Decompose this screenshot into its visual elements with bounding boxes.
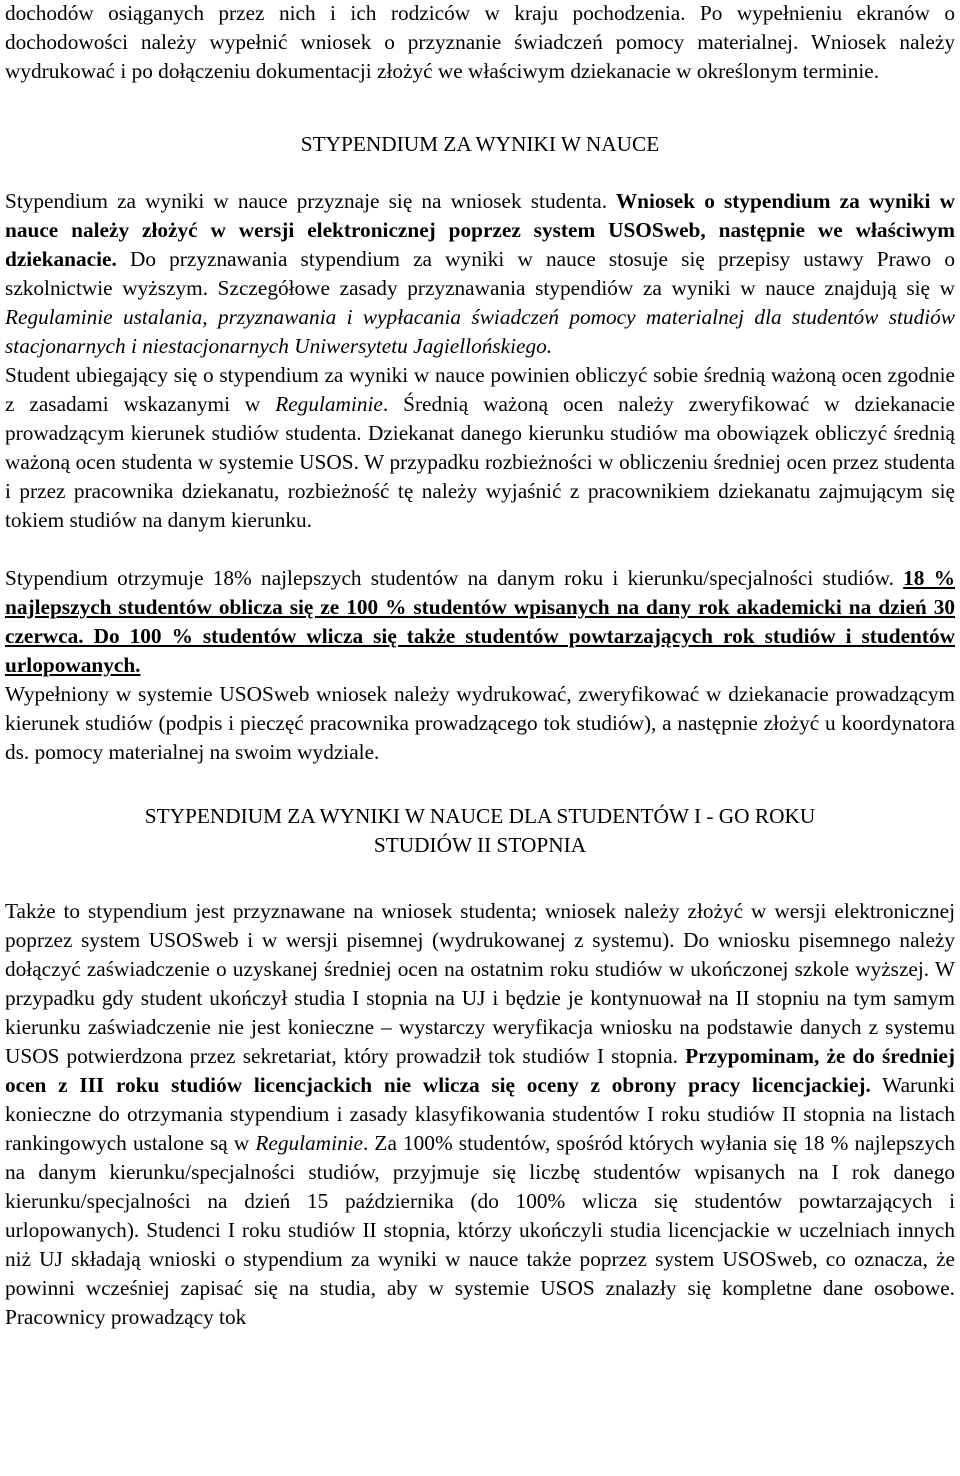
sentence-calculation-bold-underlined: 18 % najlepszych studentów oblicza się ze 100 % studentów wpisanych na dany rok akademicki na dzień 30 czerwca. Do 100 % studentów wlicza się także studentów powtarzających rok studiów i studentów urlopowanych. bbox=[5, 566, 955, 677]
document-page bbox=[5, 0, 955, 1332]
sentence-hundred-percent: . Za 100% studentów, spośród których wyłania się 18 % najlepszych na danym kierunku/specjalności studiów, przyjmuje się liczbę studentów wpisanych na I rok danego kierunku/specjalności na dzień 15 października (do 100% wlicza się studentów powtarzających i urlopowanych). Studenci I roku studiów II stopnia, którzy ukończyli studia licencjackie w uczelniach innych niż UJ składają wnioski o stypendium za wyniki w nauce także poprzez system USOSweb, co oznacza, że powinni wcześniej zapisać się na studia, aby w systemie USOS znalazły się kompletne dane osobowe. Pracownicy prowadzący tok bbox=[5, 1131, 955, 1329]
sentence-eighteen-percent: Stypendium otrzymuje 18% najlepszych studentów na danym roku i kierunku/specjalności studiów. bbox=[5, 566, 904, 590]
scholarship-paragraph-1 bbox=[5, 187, 955, 361]
heading-line-2: STUDIÓW II STOPNIA bbox=[373, 833, 587, 857]
sentence-also-application: Także to stypendium jest przyznawane na wniosek studenta; wniosek należy złożyć w wersji elektronicznej poprzez system USOSweb i w wersji pisemnej (wydrukowanej z systemu). Do wniosku pisemnego należy dołączyć zaświadczenie o uzyskanej średniej ocen na ostatnim roku studiów w ukończonej szkole wyższej. W przypadku gdy student ukończył studia I stopnia na UJ i będzie je kontynuował na II stopniu na tym samym kierunku zaświadczenie nie jest konieczne – wystarczy weryfikacja wniosku na podstawie danych z systemu USOS potwierdzona przez sekretariat, który prowadził tok studiów I stopnia. bbox=[5, 899, 955, 1068]
sentence-verification: . Średnią ważoną ocen należy zweryfikować w dziekanacie prowadzącym kierunek studiów studenta. Dziekanat danego kierunku studiów ma obowiązek obliczyć średnią ważoną ocen studenta w systemie USOS. W przypadku rozbieżności w obliczeniu średniej ocen przez studenta i przez pracownika dziekanatu, rozbieżność tę należy wyjaśnić z pracownikiem dziekanatu zajmującym się tokiem studiów na danym kierunku. bbox=[5, 392, 956, 532]
heading-line-1: STYPENDIUM ZA WYNIKI W NAUCE DLA STUDENTÓW I - GO ROKU bbox=[144, 804, 816, 828]
section-heading-scholarship: STYPENDIUM ZA WYNIKI W NAUCE bbox=[300, 132, 660, 156]
masters-paragraph-1 bbox=[5, 897, 955, 1332]
sentence-average: Student ubiegający się o stypendium za wyniki w nauce powinien obliczyć sobie średnią ważoną ocen zgodnie z zasadami wskazanymi w bbox=[5, 363, 955, 416]
sentence-usosweb-bold: Wniosek o stypendium za wyniki w nauce należy złożyć w wersji elektronicznej poprzez system USOSweb, następnie we właściwym dziekanacie. bbox=[5, 189, 955, 271]
regulation-ref-italic: Regulaminie bbox=[275, 392, 383, 416]
scholarship-paragraph-4 bbox=[5, 680, 955, 767]
sentence-regulations: Do przyznawania stypendium za wyniki w nauce stosuje się przepisy ustawy Prawo o szkolnictwie wyższym. Szczegółowe zasady przyznawania stypendiów za wyniki w nauce znajdują się w bbox=[5, 247, 955, 300]
intro-paragraph bbox=[5, 0, 955, 86]
sentence-print-submit: Wypełniony w systemie USOSweb wniosek należy wydrukować, zweryfikować w dziekanacie prowadzącym kierunek studiów (podpis i pieczęć pracownika prowadzącego tok studiów), a następnie złożyć u koordynatora ds. pomocy materialnej na swoim wydziale. bbox=[5, 682, 955, 764]
regulation-ref-italic-2: Regulaminie bbox=[255, 1131, 363, 1155]
scholarship-paragraph-2 bbox=[5, 361, 955, 535]
section-heading-first-year-masters bbox=[5, 802, 955, 860]
sentence-conditions: Warunki konieczne do otrzymania stypendium i zasady klasyfikowania studentów I roku studiów II stopnia na listach rankingowych ustalone są w bbox=[5, 1073, 955, 1155]
sentence-reminder-bold: Przypominam, że do średniej ocen z III roku studiów licencjackich nie wlicza się oceny z obrony pracy licencjackiej. bbox=[5, 1044, 955, 1097]
sentence-application: Stypendium za wyniki w nauce przyznaje się na wniosek studenta. bbox=[5, 189, 608, 213]
intro-text: dochodów osiąganych przez nich i ich rodziców w kraju pochodzenia. Po wypełnieniu ekranów o dochodowości należy wypełnić wniosek o przyznanie świadczeń pomocy materialnej. Wniosek należy wydrukować i po dołączeniu dokumentacji złożyć we właściwym dziekanacie w określonym terminie. bbox=[5, 1, 955, 83]
scholarship-paragraph-3 bbox=[5, 564, 955, 680]
regulation-title-italic: Regulaminie ustalania, przyznawania i wypłacania świadczeń pomocy materialnej dla studentów studiów stacjonarnych i niestacjonarnych Uniwersytetu Jagiellońskiego. bbox=[5, 305, 955, 358]
